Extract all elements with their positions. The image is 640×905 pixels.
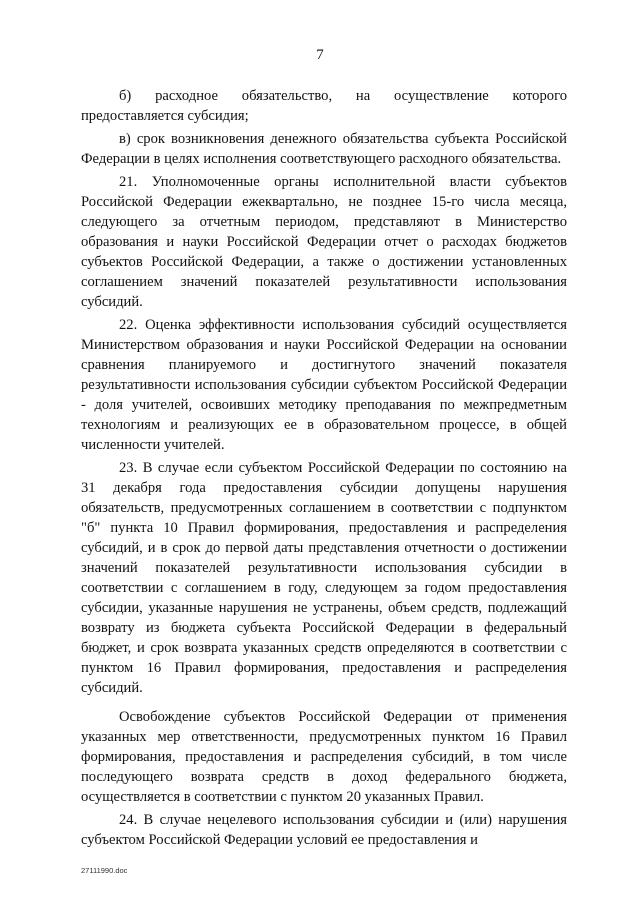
paragraph-22: 22. Оценка эффективности использования субсидий осуществляется Министерством образования и науки Российской Федерации на основании сравнения планируемого и достигнутого значений показателя результативности использования субсидии субъектом Российской Федерации - доля учителей, освоивших методику преподавания по межпредметным технологиям и реализующих ее в образовательном процессе, в общей численности учителей. bbox=[81, 317, 567, 453]
document-body bbox=[81, 86, 567, 853]
page-number: 7 bbox=[316, 47, 324, 63]
paragraph-item-v: в) срок возникновения денежного обязательства субъекта Российской Федерации в целях исполнения соответствующего расходного обязательства. bbox=[81, 131, 567, 167]
paragraph-24: 24. В случае нецелевого использования субсидии и (или) нарушения субъектом Российской Федерации условий ее предоставления и bbox=[81, 812, 567, 848]
paragraph-item-b: б) расходное обязательство, на осуществление которого предоставляется субсидия; bbox=[81, 88, 567, 124]
paragraph-23: 23. В случае если субъектом Российской Федерации по состоянию на 31 декабря года предоставления субсидии допущены нарушения обязательств, предусмотренных соглашением в соответствии с подпунктом "б" пункта 10 Правил формирования, предоставления и распределения субсидий, и в срок до первой даты представления отчетности о достижении значений показателей результативности использования субсидии в соответствии с соглашением в году, следующем за годом предоставления субсидии, указанные нарушения не устранены, объем средств, подлежащий возврату из бюджета субъекта Российской Федерации в федеральный бюджет, и срок возврата указанных средств определяются в соответствии с пунктом 16 Правил формирования, предоставления и распределения субсидий. bbox=[81, 460, 567, 696]
paragraph-exemption: Освобождение субъектов Российской Федерации от применения указанных мер ответственности, предусмотренных пунктом 16 Правил формирования, предоставления и распределения субсидий, в том числе последующего возврата средств в доход федерального бюджета, осуществляется в соответствии с пунктом 20 указанных Правил. bbox=[81, 709, 567, 805]
paragraph-21: 21. Уполномоченные органы исполнительной власти субъектов Российской Федерации ежеквартально, не позднее 15-го числа месяца, следующего за отчетным периодом, представляют в Министерство образования и науки Российской Федерации отчет о расходах бюджетов субъектов Российской Федерации, а также о достижении установленных соглашением значений показателей результативности использования субсидий. bbox=[81, 174, 567, 310]
document-footer-filename: 27111990.doc bbox=[81, 866, 128, 875]
